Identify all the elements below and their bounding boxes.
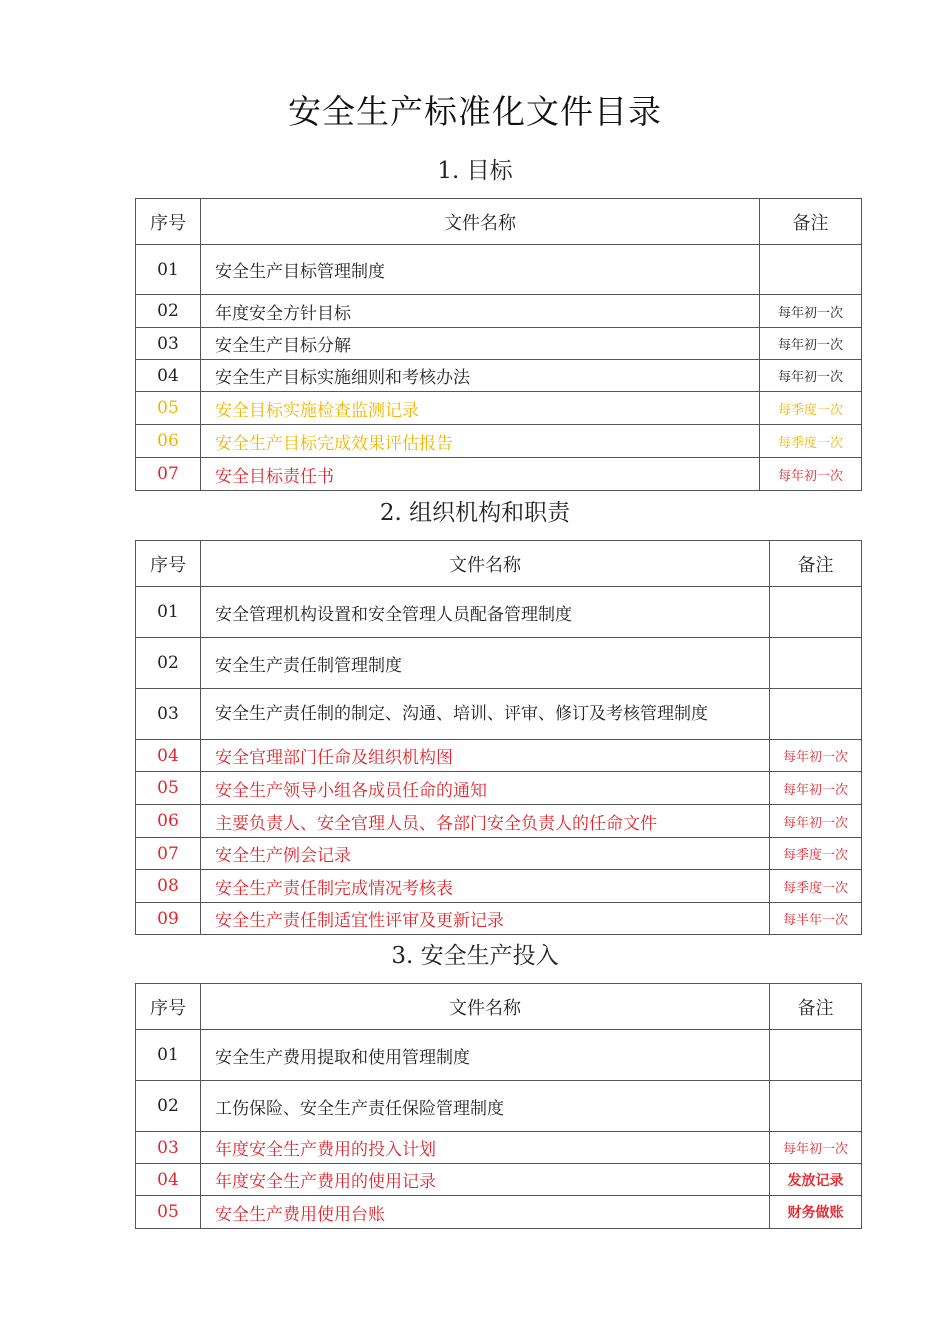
row-no: 01 [136, 245, 201, 295]
row-name: 安全生产目标完成效果评估报告 [201, 425, 760, 458]
row-no: 05 [136, 772, 201, 805]
table-row [136, 689, 862, 740]
row-note: 每年初一次 [770, 1132, 862, 1164]
section-3-heading: 3. 安全生产投入 [391, 943, 559, 969]
row-note: 每季度一次 [760, 392, 862, 425]
col-header-name: 文件名称 [201, 199, 760, 245]
row-no: 02 [136, 295, 201, 328]
row-name: 年度安全生产费用的使用记录 [201, 1164, 770, 1196]
row-note: 发放记录 [770, 1164, 862, 1196]
table-row [136, 1196, 862, 1229]
row-no: 03 [136, 328, 201, 360]
row-no: 08 [136, 870, 201, 903]
col-header-name: 文件名称 [201, 984, 770, 1030]
col-header-name: 文件名称 [201, 541, 770, 587]
row-note [770, 1081, 862, 1132]
row-note: 每半年一次 [770, 903, 862, 935]
table-row [136, 838, 862, 870]
row-no: 04 [136, 360, 201, 392]
row-no: 07 [136, 838, 201, 870]
row-name: 安全生产责任制完成情况考核表 [201, 870, 770, 903]
row-no: 01 [136, 1030, 201, 1081]
table-row [136, 740, 862, 772]
row-note: 每年初一次 [770, 740, 862, 772]
table-row [136, 772, 862, 805]
table-row [136, 1081, 862, 1132]
row-no: 05 [136, 1196, 201, 1229]
table-row [136, 1030, 862, 1081]
col-header-note: 备注 [770, 541, 862, 587]
table-row [136, 903, 862, 935]
row-no: 03 [136, 689, 201, 740]
row-name: 安全生产费用使用台账 [201, 1196, 770, 1229]
table-row [136, 1164, 862, 1196]
table-row [136, 458, 862, 491]
row-name: 安全目标责任书 [201, 458, 760, 491]
row-no: 02 [136, 1081, 201, 1132]
row-note: 每年初一次 [760, 295, 862, 328]
table-row [136, 1132, 862, 1164]
row-name: 安全生产责任制的制定、沟通、培训、评审、修订及考核管理制度 [201, 689, 770, 740]
row-name: 安全生产责任制管理制度 [201, 638, 770, 689]
row-no: 09 [136, 903, 201, 935]
table-row [136, 328, 862, 360]
row-name: 年度安全生产费用的投入计划 [201, 1132, 770, 1164]
section-1-table [135, 198, 862, 491]
row-note: 每年初一次 [770, 772, 862, 805]
row-name: 安全官理部门任命及组织机构图 [201, 740, 770, 772]
row-no: 06 [136, 805, 201, 838]
row-name: 年度安全方针目标 [201, 295, 760, 328]
row-note [770, 638, 862, 689]
row-no: 05 [136, 392, 201, 425]
table-row [136, 392, 862, 425]
row-no: 06 [136, 425, 201, 458]
col-header-no: 序号 [136, 984, 201, 1030]
section-2-table [135, 540, 862, 935]
row-name: 安全生产目标实施细则和考核办法 [201, 360, 760, 392]
row-name: 工伤保险、安全生产责任保险管理制度 [201, 1081, 770, 1132]
table-header-row [136, 199, 862, 245]
row-note: 每年初一次 [760, 328, 862, 360]
table-row [136, 295, 862, 328]
row-note [760, 245, 862, 295]
page-title: 安全生产标准化文件目录 [288, 92, 662, 131]
row-name: 安全生产例会记录 [201, 838, 770, 870]
table-row [136, 870, 862, 903]
col-header-no: 序号 [136, 199, 201, 245]
col-header-no: 序号 [136, 541, 201, 587]
section-1-heading: 1. 目标 [437, 158, 513, 184]
row-name: 安全生产费用提取和使用管理制度 [201, 1030, 770, 1081]
section-2-heading: 2. 组织机构和职责 [379, 500, 571, 526]
row-no: 04 [136, 1164, 201, 1196]
table-row [136, 245, 862, 295]
table-header-row [136, 541, 862, 587]
row-note [770, 587, 862, 638]
row-name: 安全生产目标分解 [201, 328, 760, 360]
col-header-note: 备注 [770, 984, 862, 1030]
row-name: 主要负责人、安全官理人员、各部门安全负责人的任命文件 [201, 805, 770, 838]
row-note: 每季度一次 [770, 870, 862, 903]
row-no: 01 [136, 587, 201, 638]
table-row [136, 587, 862, 638]
row-name: 安全目标实施检查监测记录 [201, 392, 760, 425]
table-row [136, 425, 862, 458]
row-no: 03 [136, 1132, 201, 1164]
row-note [770, 1030, 862, 1081]
row-note: 每年初一次 [760, 360, 862, 392]
section-3-table [135, 983, 862, 1229]
row-no: 07 [136, 458, 201, 491]
row-note: 每季度一次 [770, 838, 862, 870]
row-note: 每年初一次 [760, 458, 862, 491]
table-row [136, 805, 862, 838]
row-name: 安全管理机构设置和安全管理人员配备管理制度 [201, 587, 770, 638]
row-name: 安全生产目标管理制度 [201, 245, 760, 295]
row-name: 安全生产责任制适宜性评审及更新记录 [201, 903, 770, 935]
row-note: 财务做账 [770, 1196, 862, 1229]
table-row [136, 360, 862, 392]
row-note [770, 689, 862, 740]
table-header-row [136, 984, 862, 1030]
row-no: 02 [136, 638, 201, 689]
row-note: 每季度一次 [760, 425, 862, 458]
col-header-note: 备注 [760, 199, 862, 245]
table-row [136, 638, 862, 689]
row-name: 安全生产领导小组各成员任命的通知 [201, 772, 770, 805]
row-no: 04 [136, 740, 201, 772]
row-note: 每年初一次 [770, 805, 862, 838]
